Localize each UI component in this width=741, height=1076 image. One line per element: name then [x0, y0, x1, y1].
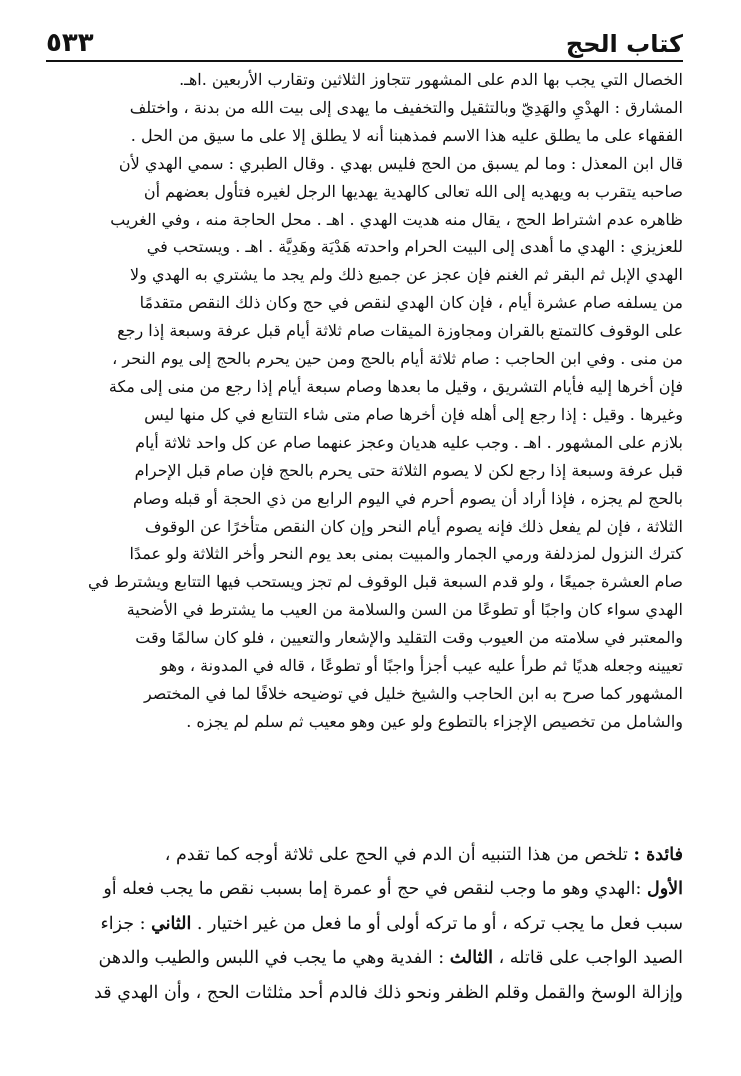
- benefit-line: [46, 907, 683, 941]
- text-line: بالحج لم يجزه ، فإذا أراد أن يصوم أحرم في اليوم الرابع من ذي الحجة أو قبله وصام: [132, 488, 683, 508]
- text-line: والشامل من تخصيص الإجزاء بالتطوع ولو عين وهو معيب ثم سلم لم يجزه .: [186, 711, 683, 731]
- line-four-text: الصيد الواجب على قاتله ،: [493, 948, 683, 969]
- second-label: الثاني: [151, 913, 192, 934]
- page-number: ٥٣٣: [46, 28, 94, 58]
- benefit-line: [46, 941, 683, 975]
- text-line: قبل عرفة وسبعة إذا رجع لكن لا يصوم الثلاثة حتى يحرم بالحج فإن صام قبل الإحرام: [134, 460, 683, 480]
- text-line: صاحبه يتقرب به ويهديه إلى الله تعالى كالهدية يهديها الرجل لغيره فتأول بعضهم أن: [143, 181, 683, 201]
- page-header: [46, 16, 683, 56]
- benefit-label: فائدة :: [633, 845, 683, 865]
- benefit-line: [46, 872, 683, 906]
- text-line: الهدي الإبل ثم البقر ثم الغنم فإن عجز عن جميع ذلك ولم يجد ما يشتري به الهدي ولا: [130, 265, 683, 285]
- third-label: الثالث: [449, 948, 494, 969]
- text-line: الفقهاء على ما يطلق عليه هذا الاسم فمذهبنا أنه لا يطلق إلا على ما سيق من الحل .: [130, 125, 683, 145]
- text-line: الثلاثة ، فإن لم يفعل ذلك فإنه يصوم أيام النحر وإن كان النقص متأخرًا عن الوقوف: [144, 516, 683, 536]
- text-line: وغيرها . وقيل : إذا رجع إلى أهله فإن أخرها صام متى شاء التتابع في كل منها ليس: [144, 404, 683, 424]
- line-three-text: سبب فعل ما يجب تركه ، أو ما تركه أولى أو ما فعل من غير اختيار .: [191, 913, 683, 934]
- text-line: كترك النزول لمزدلفة ورمي الجمار والمبيت بمنى بعد يوم النحر وأخر الثلاثة ولو عمدًا: [129, 544, 683, 564]
- text-line: الخصال التي يجب بها الدم على المشهور تتجاوز الثلاثين وتقارب الأربعين .اهـ.: [179, 70, 683, 89]
- text-line: الهدي سواء كان واجبًا أو تطوعًا من السن والسلامة من العيب ما يشترط في الأضحية: [126, 600, 683, 620]
- footnotes-block: [46, 66, 683, 736]
- first-label: الأول: [646, 879, 683, 900]
- benefit-line: وإزالة الوسخ والقمل وقلم الظفر ونحو ذلك فالدم أحد مثلثات الحج ، وأن الهدي قد: [94, 982, 683, 1003]
- text-line: للعزيزي : الهدي ما أهدى إلى البيت الحرام واحدته هَدْيَة وهَدِيَّة . اهـ . ويستحب في: [146, 237, 683, 257]
- second-text: : جزاء: [100, 913, 152, 934]
- text-line: والمعتبر في سلامته من العيوب وقت التقليد والإشعار والتعيين ، فلو كان سالمًا وقت: [135, 628, 683, 648]
- first-text: :الهدي وهو ما وجب لنقص في حج أو عمرة إما بسبب نقص ما يجب فعله أو: [103, 879, 647, 900]
- text-line: قال ابن المعذل : وما لم يسبق من الحج فليس بهدي . وقال الطبري : سمي الهدي لأن: [118, 153, 683, 173]
- benefit-intro: تلخص من هذا التنبيه أن الدم في الحج على ثلاثة أوجه كما تقدم ،: [164, 845, 628, 865]
- text-line: صام العشرة جميعًا ، ولو قدم السبعة قبل الوقوف لم تجز ويستحب فيها التتابع ويشترط في: [87, 572, 683, 592]
- text-line: بلازم على المشهور . اهـ . وجب عليه هديان وعجز عنهما صام عن كل واحد ثلاثة أيام: [135, 432, 683, 452]
- text-line: على الوقوف كالتمتع بالقران ومجاوزة الميقات صام ثلاثة أيام قبل عرفة وسبعة إذا رجع: [117, 321, 683, 341]
- text-line: من منى . وفي ابن الحاجب : صام ثلاثة أيام بالحج ومن حين يحرم بالحج إلى يوم النحر ،: [112, 349, 683, 369]
- running-title: كتاب الحج: [565, 30, 683, 58]
- text-line: المشهور كما صرح به ابن الحاجب والشيخ خليل في توضيحه خلافًا لما في المختصر: [143, 683, 683, 703]
- text-line: من يسلفه صام عشرة أيام ، فإن كان الهدي لنقص في حج وكان ذلك النقص متقدمًا: [139, 293, 683, 313]
- header-rule: [46, 60, 683, 62]
- text-line: تعيينه وجعله هديًا ثم طرأ عليه عيب أجزأ واجبًا أو تطوعًا ، قاله في المدونة ، وهو: [160, 656, 683, 676]
- third-text: : الفدية وهي ما يجب في اللبس والطيب والدهن: [98, 948, 450, 969]
- text-line: فإن أخرها إليه فأيام التشريق ، وقيل ما بعدها وصام سبعة أيام إذا رجع من منى إلى مكة: [108, 376, 683, 396]
- benefit-block: [46, 838, 683, 1010]
- text-line: المشارق : الهدْيِ والهَدِيّ وبالتثقيل والتخفيف ما يهدى إلى بيت الله من بدنة ، واختلف: [129, 97, 683, 117]
- text-line: ظاهره عدم اشتراط الحج ، يقال منه هديت الهدي . اهـ . محل الحاجة منه ، وفي الغريب: [110, 209, 683, 229]
- benefit-line: [46, 838, 683, 872]
